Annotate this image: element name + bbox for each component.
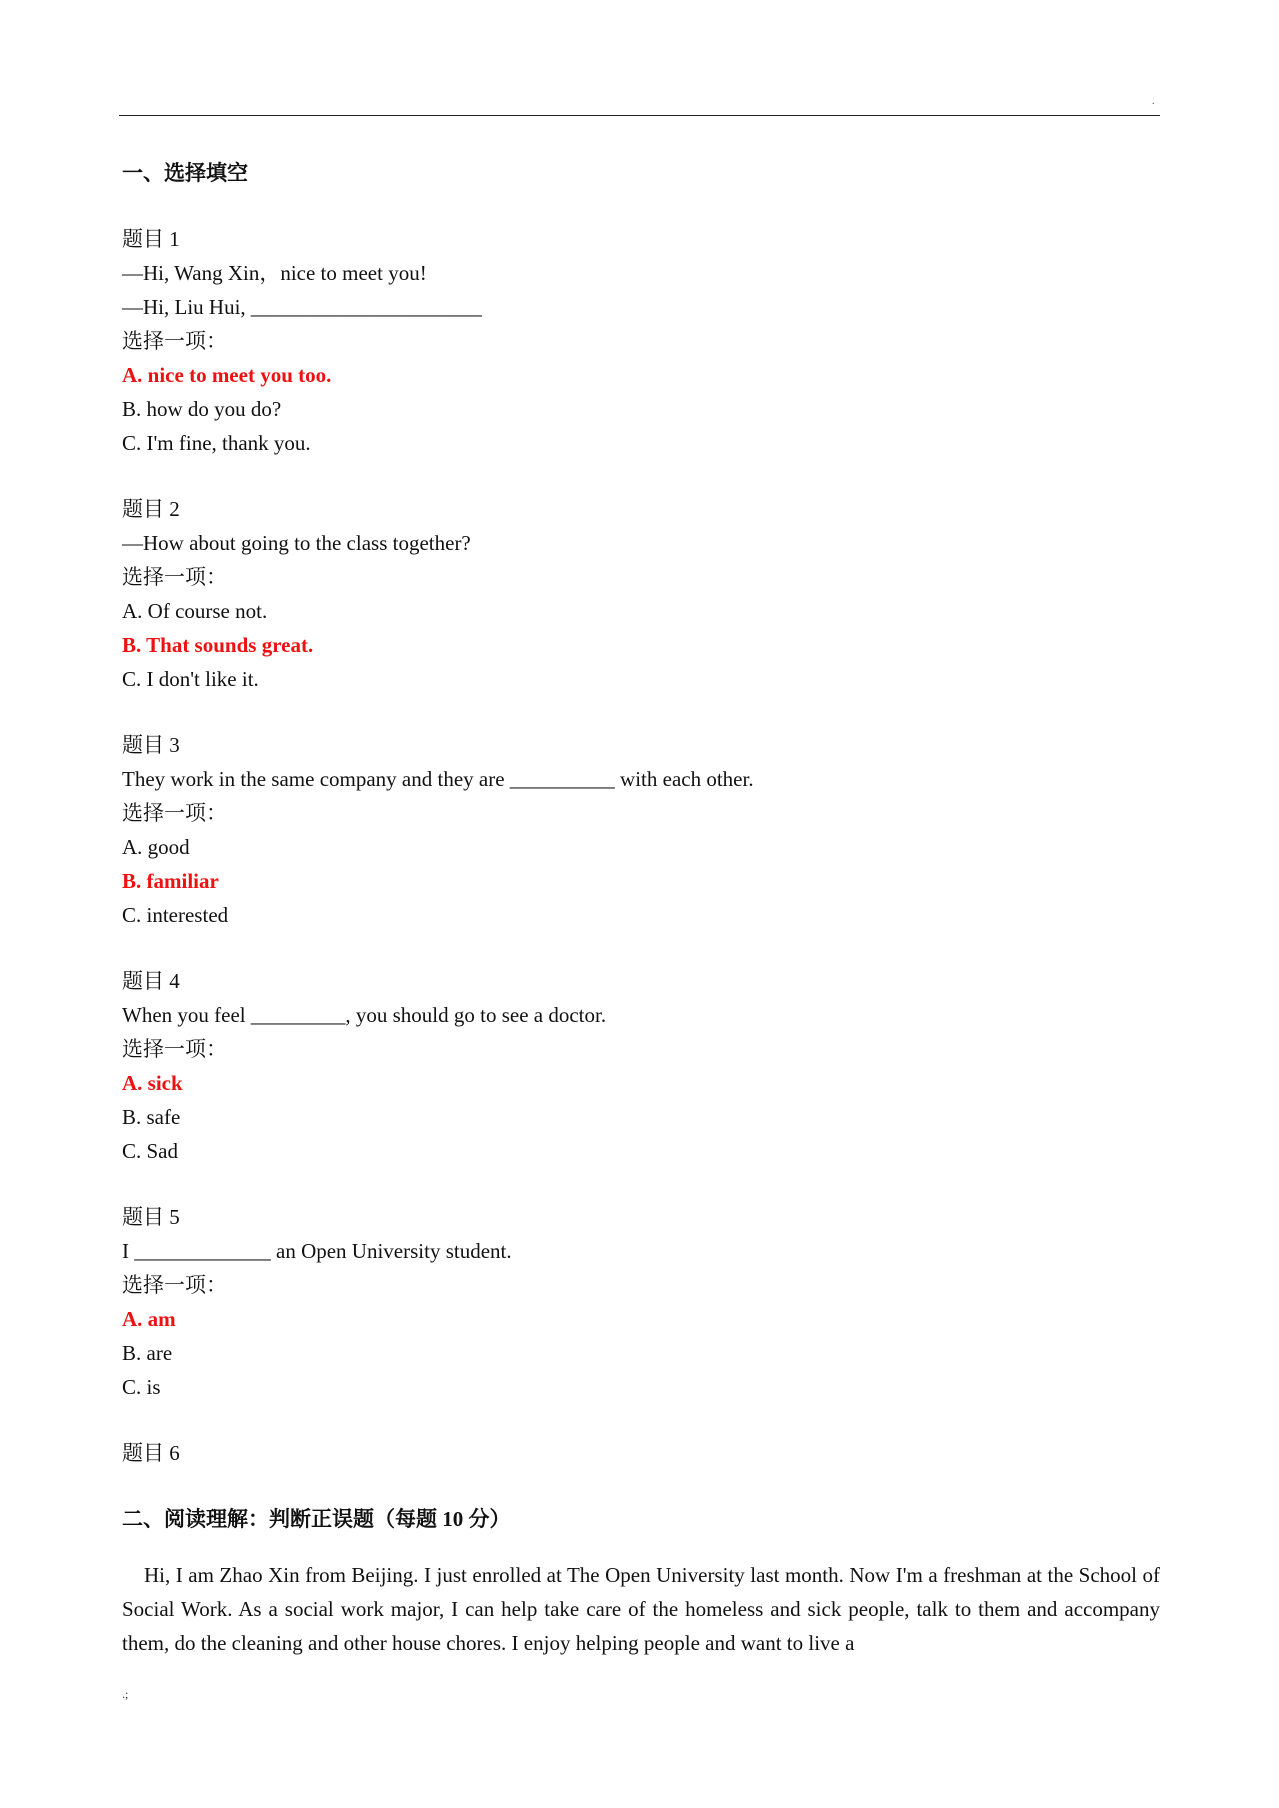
choose-one-prompt: 选择一项： [122, 565, 227, 589]
answer-option: C. interested [122, 903, 229, 927]
answer-option: B. safe [122, 1105, 181, 1129]
choose-one-prompt: 选择一项： [122, 1273, 227, 1297]
question-stem: —Hi, Wang Xin，nice to meet you! [122, 261, 427, 285]
section-2-title: 二、阅读理解：判断正误题（每题 10 分） [122, 1507, 511, 1531]
question-stem: —How about going to the class together? [122, 531, 471, 555]
header-mark: . [1152, 96, 1155, 107]
question-6-label: 题目 6 [122, 1441, 180, 1465]
answer-option-correct: B. That sounds great. [122, 633, 314, 657]
question-block [122, 964, 1160, 1200]
answer-option: C. Sad [122, 1139, 179, 1163]
question-label: 题目 2 [122, 497, 180, 521]
question-stem: —Hi, Liu Hui, ______________________ [122, 295, 482, 319]
choose-one-prompt: 选择一项： [122, 329, 227, 353]
question-label: 题目 5 [122, 1205, 180, 1229]
question-label: 题目 3 [122, 733, 180, 757]
question-block [122, 492, 1160, 728]
question-label: 题目 4 [122, 969, 180, 993]
section-1-title: 一、选择填空 [122, 161, 248, 185]
question-block [122, 222, 1160, 492]
question-label: 题目 1 [122, 227, 180, 251]
question-stem: They work in the same company and they are __________ with each other. [122, 767, 754, 791]
choose-one-prompt: 选择一项： [122, 801, 227, 825]
question-stem: When you feel _________, you should go to see a doctor. [122, 1003, 607, 1027]
answer-option-correct: A. am [122, 1307, 176, 1331]
question-block [122, 1200, 1160, 1436]
choose-one-prompt: 选择一项： [122, 1037, 227, 1061]
header-rule [119, 115, 1160, 116]
answer-option-correct: B. familiar [122, 869, 219, 893]
question-list [122, 222, 1160, 1436]
answer-option-correct: A. nice to meet you too. [122, 363, 332, 387]
answer-option: B. how do you do? [122, 397, 282, 421]
footer-mark: .; [122, 1687, 129, 1701]
answer-option: A. Of course not. [122, 599, 268, 623]
answer-option: B. are [122, 1341, 173, 1365]
question-stem: I _____________ an Open University student. [122, 1239, 512, 1263]
question-block [122, 728, 1160, 964]
answer-option-correct: A. sick [122, 1071, 183, 1095]
answer-option: A. good [122, 835, 190, 859]
document-content [122, 156, 1160, 1660]
answer-option: C. I don't like it. [122, 667, 259, 691]
answer-option: C. I'm fine, thank you. [122, 431, 311, 455]
answer-option: C. is [122, 1375, 161, 1399]
reading-passage: Hi, I am Zhao Xin from Beijing. I just enrolled at The Open University last month. Now I'm a freshman at the School of Social Work. As a social work major, I can help take care of the homeless and sick people, talk to them and accompany them, do the cleaning and other house chores. I enjoy helping people and want to live a [122, 1563, 1160, 1655]
